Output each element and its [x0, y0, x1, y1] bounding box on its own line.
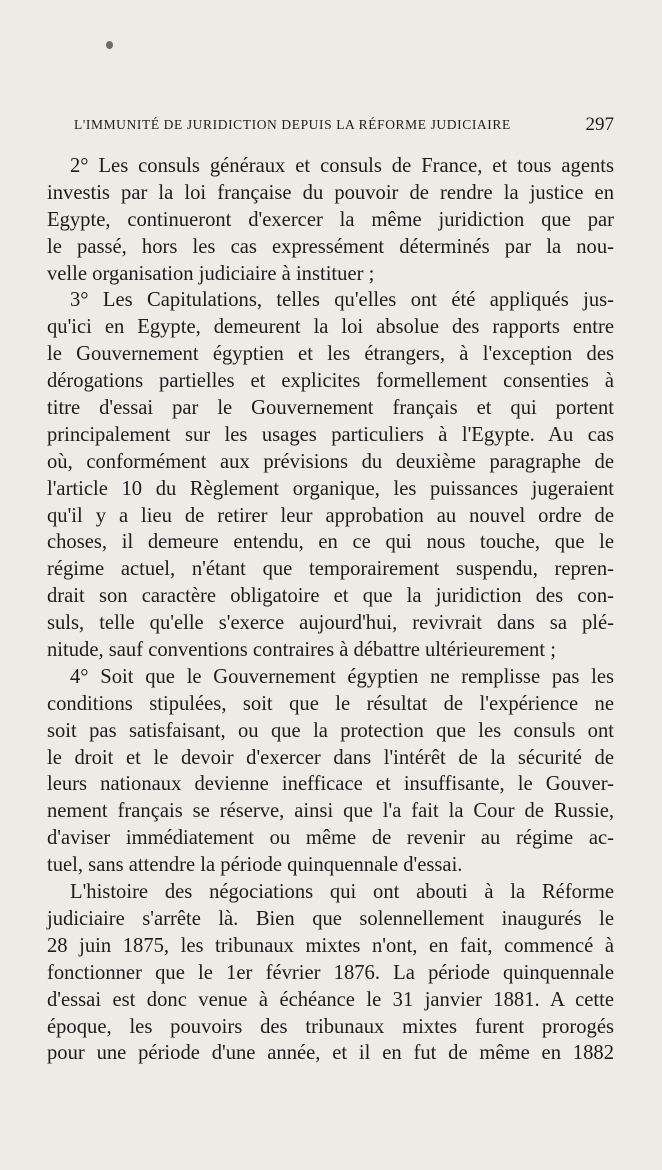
- text-line: fonctionner que le 1er février 1876. La période quinquennale: [47, 961, 614, 984]
- text-line: drait son caractère obligatoire et que la juridiction des con-: [47, 585, 614, 608]
- running-head: L'IMMUNITÉ DE JURIDICTION DEPUIS LA RÉFORME JUDICIAIRE: [74, 117, 511, 132]
- text-line: qu'ici en Egypte, demeurent la loi absolue des rapports entre: [47, 316, 614, 339]
- text-line: le passé, hors les cas expressément déterminés par la nou-: [47, 235, 614, 258]
- text-line: velle organisation judiciaire à instituer ;: [47, 262, 375, 285]
- text-line: où, conformément aux prévisions du deuxième paragraphe de: [47, 450, 614, 473]
- text-line: dérogations partielles et explicites formellement consenties à: [47, 370, 614, 393]
- text-line: 2° Les consuls généraux et consuls de France, et tous agents: [70, 155, 614, 177]
- text-line: le Gouvernement égyptien et les étrangers, à l'exception des: [47, 343, 614, 366]
- page-number: 297: [585, 114, 614, 135]
- text-line: suls, telle qu'elle s'exerce aujourd'hui, revivrait dans sa plé-: [47, 612, 614, 635]
- text-line: d'aviser immédiatement ou même de revenir au régime ac-: [47, 827, 614, 850]
- text-line: soit pas satisfaisant, ou que la protection que les consuls ont: [47, 719, 614, 742]
- text-line: pour une période d'une année, et il en fut de même en 1882: [47, 1042, 614, 1065]
- text-line: conditions stipulées, soit que le résultat de l'expérience ne: [47, 692, 614, 715]
- text-line: 28 juin 1875, les tribunaux mixtes n'ont, en fait, commencé à: [47, 934, 614, 957]
- text-line: époque, les pouvoirs des tribunaux mixtes furent prorogés: [47, 1015, 614, 1038]
- ink-speck: [106, 41, 113, 49]
- text-line: le droit et le devoir d'exercer dans l'intérêt de la sécurité de: [47, 746, 614, 769]
- text-line: l'article 10 du Règlement organique, les puissances jugeraient: [47, 477, 614, 500]
- text-line: Egypte, continueront d'exercer la même juridiction que par: [47, 208, 614, 231]
- text-line: investis par la loi française du pouvoir de rendre la justice en: [47, 181, 614, 204]
- text-line: régime actuel, n'étant que temporairement suspendu, repren-: [47, 558, 614, 581]
- text-line: nitude, sauf conventions contraires à débattre ultérieurement ;: [47, 639, 556, 662]
- text-line: principalement sur les usages particuliers à l'Egypte. Au cas: [47, 423, 614, 446]
- text-line: leurs nationaux devienne inefficace et insuffisante, le Gouver-: [47, 773, 614, 796]
- text-line: nement français se réserve, ainsi que l'a fait la Cour de Russie,: [47, 800, 614, 823]
- page-header: [74, 114, 614, 137]
- text-line: d'essai est donc venue à échéance le 31 janvier 1881. A cette: [47, 988, 614, 1011]
- body-text: [47, 153, 614, 1067]
- text-line: qu'il y a lieu de retirer leur approbation au nouvel ordre de: [47, 504, 614, 527]
- text-line: L'histoire des négociations qui ont abouti à la Réforme: [70, 881, 614, 904]
- text-line: titre d'essai par le Gouvernement français et qui portent: [47, 397, 614, 420]
- text-line: choses, il demeure entendu, en ce qui nous touche, que le: [47, 531, 614, 554]
- text-line: 3° Les Capitulations, telles qu'elles ont été appliqués jus-: [70, 289, 614, 312]
- text-line: 4° Soit que le Gouvernement égyptien ne remplisse pas les: [70, 665, 614, 688]
- text-line: judiciaire s'arrête là. Bien que solennellement inaugurés le: [47, 907, 614, 930]
- text-line: tuel, sans attendre la période quinquennale d'essai.: [47, 854, 463, 877]
